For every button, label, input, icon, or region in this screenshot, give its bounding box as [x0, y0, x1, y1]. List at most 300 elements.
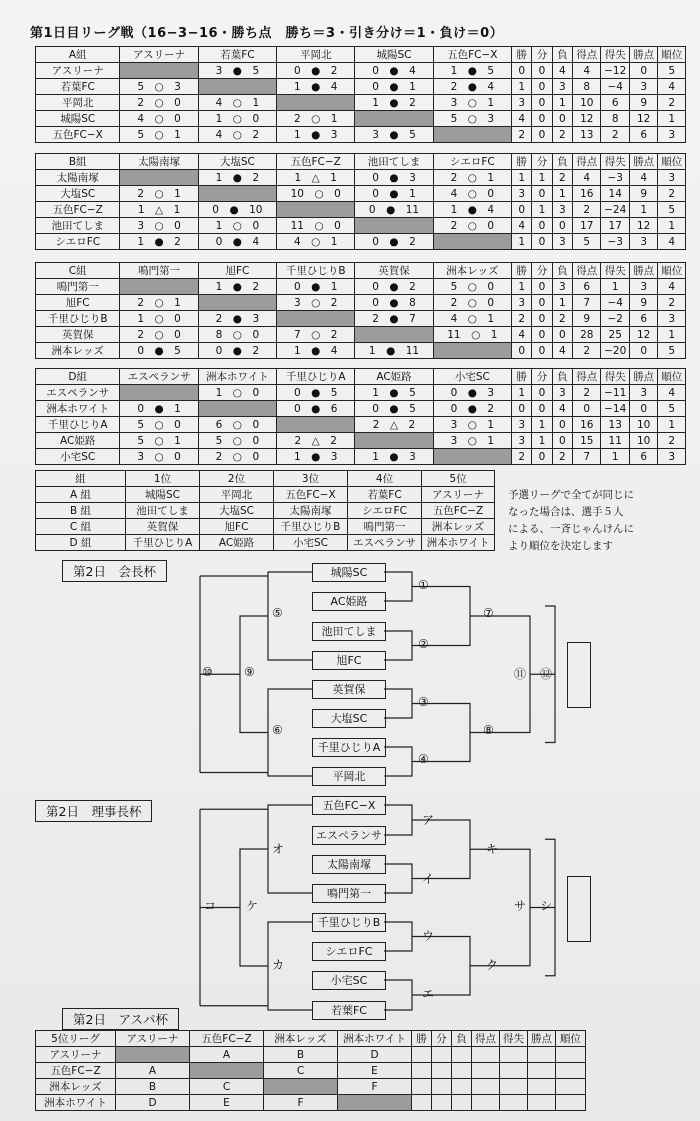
match-result: 2 ○ 1 [120, 186, 198, 202]
stat-header: 負 [452, 1031, 472, 1047]
team-name: 鳴門第一 [36, 279, 120, 295]
team-name: 洲本ホワイト [36, 401, 120, 417]
stat-value [528, 1063, 556, 1079]
bracket-line [412, 937, 470, 996]
stat-value: 9 [573, 311, 601, 327]
stat-value: 0 [532, 234, 552, 250]
stat-header: 勝点 [629, 154, 657, 170]
stat-value: 0 [532, 111, 552, 127]
table-row [36, 1063, 586, 1079]
stat-header: 順位 [658, 47, 686, 63]
match-result: 5 ○ 1 [120, 127, 198, 143]
round-mark: ① [418, 578, 429, 592]
team-header: 鳴門第一 [120, 263, 198, 279]
stat-value: 0 [532, 311, 552, 327]
stat-value [432, 1047, 452, 1063]
match-result: 4 ○ 1 [198, 95, 276, 111]
bracket-team: 千里ひじりB [312, 913, 386, 932]
team-header: 小宅SC [433, 369, 511, 385]
stat-value: 3 [552, 385, 572, 401]
team-name: 太陽南塚 [36, 170, 120, 186]
stat-value: 6 [601, 95, 629, 111]
stat-value: −20 [601, 343, 629, 359]
stat-value: 3 [658, 311, 686, 327]
team-name: シエロFC [36, 234, 120, 250]
stat-header: 勝 [511, 369, 531, 385]
stat-value: 0 [532, 127, 552, 143]
match-result: 0 ● 5 [120, 343, 198, 359]
stat-value [452, 1095, 472, 1111]
ranking-cell: 太陽南塚 [274, 503, 348, 519]
stat-value: 10 [573, 95, 601, 111]
team-name: AC姫路 [36, 433, 120, 449]
team-header: 英賀保 [355, 263, 433, 279]
stat-value: 1 [658, 218, 686, 234]
match-result: 1 ● 2 [198, 170, 276, 186]
round-mark: ⑦ [483, 606, 494, 620]
bracket-team: エスペランサ [312, 826, 386, 845]
stat-value: 9 [629, 95, 657, 111]
stat-header: 順位 [658, 263, 686, 279]
stat-value: 0 [552, 111, 572, 127]
stat-header: 勝 [412, 1031, 432, 1047]
ranking-cell: 小宅SC [274, 535, 348, 551]
page-title: 第1日目リーグ戦（16−3−16・勝ち点 勝ち＝3・引き分け＝1・負け＝0） [30, 26, 504, 41]
stat-value: 0 [552, 327, 572, 343]
stat-value: 15 [573, 433, 601, 449]
stat-value [472, 1047, 500, 1063]
stat-value: 0 [511, 401, 531, 417]
ranking-cell: A 組 [36, 487, 126, 503]
bracket-team: AC姫路 [312, 592, 386, 611]
stat-value: 16 [573, 186, 601, 202]
team-header: 千里ひじりB [277, 263, 355, 279]
stat-value: 4 [573, 170, 601, 186]
ranking-cell: 鳴門第一 [348, 519, 422, 535]
ranking-cell: D 組 [36, 535, 126, 551]
stat-value: 6 [573, 279, 601, 295]
team-header: 洲本レッズ [433, 263, 511, 279]
note-line: より順位を決定します [508, 540, 613, 552]
round-mark: ⑤ [272, 606, 283, 620]
stat-value: 0 [552, 417, 572, 433]
team-header: 洲本レッズ [264, 1031, 338, 1047]
stat-value: 0 [532, 327, 552, 343]
match-result: 0 ● 4 [355, 63, 433, 79]
ranking-cell: 千里ひじりB [274, 519, 348, 535]
stat-value: 0 [552, 218, 572, 234]
self-match-cell [264, 1079, 338, 1095]
match-slot: D [338, 1047, 412, 1063]
match-result: 2 ○ 1 [433, 170, 511, 186]
stat-header: 負 [552, 369, 572, 385]
team-name: 五色FC−X [36, 127, 120, 143]
bracket-team: 若葉FC [312, 1001, 386, 1020]
stat-value [556, 1047, 586, 1063]
match-result: 0 ● 2 [355, 279, 433, 295]
stat-value [528, 1095, 556, 1111]
stat-value: 0 [532, 401, 552, 417]
team-name: アスリーナ [36, 63, 120, 79]
stat-value: 12 [573, 111, 601, 127]
team-header: 池田てしま [355, 154, 433, 170]
bracket-team: 城陽SC [312, 563, 386, 582]
stat-header: 負 [552, 47, 572, 63]
stat-value: 0 [532, 79, 552, 95]
match-result: 0 ● 4 [198, 234, 276, 250]
stat-value: −12 [601, 63, 629, 79]
match-slot: F [264, 1095, 338, 1111]
stat-value: 0 [532, 295, 552, 311]
team-name: アスリーナ [36, 1047, 116, 1063]
stat-value: 1 [658, 417, 686, 433]
ranking-cell: アスリーナ [422, 487, 495, 503]
match-result: 5 ○ 3 [433, 111, 511, 127]
stat-value: 1 [552, 95, 572, 111]
match-result: 7 ○ 2 [277, 327, 355, 343]
stat-value [452, 1063, 472, 1079]
stat-value: 13 [573, 127, 601, 143]
stat-value: 1 [658, 111, 686, 127]
stat-value [500, 1079, 528, 1095]
stat-value: 3 [658, 170, 686, 186]
bracket-team: シエロFC [312, 942, 386, 961]
match-slot: C [190, 1079, 264, 1095]
ranking-header: 4位 [348, 471, 422, 487]
stat-header: 得点 [573, 263, 601, 279]
stat-header: 順位 [556, 1031, 586, 1047]
ranking-cell: 平岡北 [200, 487, 274, 503]
ranking-header: 組 [36, 471, 126, 487]
match-result: 1 △ 1 [120, 202, 198, 218]
stat-value: 2 [552, 449, 572, 465]
bracket-line [384, 747, 412, 776]
stat-value: 9 [629, 295, 657, 311]
table-row [36, 1095, 586, 1111]
stat-value: 1 [601, 449, 629, 465]
stat-header: 得失 [500, 1031, 528, 1047]
match-result: 1 ● 4 [433, 202, 511, 218]
bracket-line [384, 805, 412, 835]
team-name: 池田てしま [36, 218, 120, 234]
team-header: エスペランサ [120, 369, 198, 385]
round-mark: ⑨ [244, 665, 255, 679]
stat-value: 0 [511, 343, 531, 359]
match-result: 2 △ 2 [277, 433, 355, 449]
round-mark: コ [204, 899, 217, 913]
team-name: 五色FC−Z [36, 202, 120, 218]
group-label: D組 [36, 369, 120, 385]
stat-value: 3 [658, 127, 686, 143]
ranking-cell: 池田てしま [126, 503, 200, 519]
ranking-cell: B 組 [36, 503, 126, 519]
table-row [36, 1079, 586, 1095]
stat-value: 0 [532, 95, 552, 111]
match-result: 8 ○ 0 [198, 327, 276, 343]
match-result: 10 ○ 0 [277, 186, 355, 202]
note-line: 予選リーグで全てが同じに [508, 489, 634, 501]
match-result: 1 ○ 0 [120, 311, 198, 327]
stat-value: 2 [511, 127, 531, 143]
ranking-cell: C 組 [36, 519, 126, 535]
match-result: 3 ○ 0 [120, 218, 198, 234]
stat-header: 得失 [601, 154, 629, 170]
stat-header: 順位 [658, 369, 686, 385]
stat-value: −4 [601, 79, 629, 95]
stat-value: 1 [511, 234, 531, 250]
stat-value: 14 [601, 186, 629, 202]
stat-value: 5 [658, 401, 686, 417]
stat-header: 負 [552, 154, 572, 170]
match-result: 1 ● 2 [355, 95, 433, 111]
team-name: 洲本ホワイト [36, 1095, 116, 1111]
match-result: 0 ● 1 [277, 279, 355, 295]
stat-header: 勝 [511, 263, 531, 279]
bracket-team: 小宅SC [312, 971, 386, 990]
stat-value: −24 [601, 202, 629, 218]
stat-value: 2 [511, 449, 531, 465]
match-result: 1 ○ 0 [198, 111, 276, 127]
stat-value: 4 [573, 63, 601, 79]
bracket-team: 平岡北 [312, 767, 386, 786]
match-result: 0 ● 1 [355, 79, 433, 95]
stat-value: 4 [658, 279, 686, 295]
match-result: 2 ○ 0 [433, 295, 511, 311]
stat-value: 0 [573, 401, 601, 417]
match-result: 2 ● 3 [198, 311, 276, 327]
bracket-line [384, 922, 412, 951]
stat-value: 1 [511, 385, 531, 401]
round-mark: ④ [418, 752, 429, 766]
stat-value: 1 [532, 202, 552, 218]
match-slot: E [338, 1063, 412, 1079]
stat-value: 1 [658, 327, 686, 343]
ranking-cell: 千里ひじりA [126, 535, 200, 551]
stat-value: 2 [511, 311, 531, 327]
match-result: 11 ○ 1 [433, 327, 511, 343]
bracket-team: 鳴門第一 [312, 884, 386, 903]
stat-value: 3 [511, 95, 531, 111]
cup1-title: 第2日 会長杯 [62, 560, 167, 582]
team-name: 小宅SC [36, 449, 120, 465]
team-header: 大塩SC [198, 154, 276, 170]
stat-value: 0 [511, 202, 531, 218]
match-result: 4 ○ 0 [120, 111, 198, 127]
match-result: 1 ● 5 [433, 63, 511, 79]
stat-value: 11 [601, 433, 629, 449]
stat-value: −3 [601, 234, 629, 250]
stat-value: 13 [601, 417, 629, 433]
team-name: 若葉FC [36, 79, 120, 95]
round-mark: ⑫ [540, 667, 553, 681]
stat-header: 分 [432, 1031, 452, 1047]
ranking-cell: 英賀保 [126, 519, 200, 535]
match-result: 3 ○ 1 [433, 433, 511, 449]
stat-value: 4 [552, 343, 572, 359]
match-result: 0 ● 10 [198, 202, 276, 218]
fifth-league-table [35, 1030, 586, 1111]
stat-value: 0 [629, 401, 657, 417]
stat-value: 2 [658, 295, 686, 311]
team-name: 英賀保 [36, 327, 120, 343]
stat-value: 6 [629, 449, 657, 465]
stat-value: 7 [573, 449, 601, 465]
stat-value: 1 [511, 170, 531, 186]
team-name: 千里ひじりB [36, 311, 120, 327]
match-slot: E [190, 1095, 264, 1111]
stat-value: 3 [629, 79, 657, 95]
self-match-cell [190, 1063, 264, 1079]
stat-value: 4 [552, 401, 572, 417]
ranking-header: 1位 [126, 471, 200, 487]
cup2-title: 第2日 理事長杯 [35, 800, 152, 822]
stat-value: 0 [511, 63, 531, 79]
team-name: エスペランサ [36, 385, 120, 401]
stat-value: 17 [601, 218, 629, 234]
stat-value [452, 1047, 472, 1063]
match-result: 0 ● 8 [355, 295, 433, 311]
team-name: 洲本レッズ [36, 1079, 116, 1095]
stat-value: 1 [552, 186, 572, 202]
match-result: 0 ● 3 [433, 385, 511, 401]
group-label: A組 [36, 47, 120, 63]
stat-value: 1 [601, 279, 629, 295]
match-result: 1 ● 4 [277, 79, 355, 95]
stat-header: 勝 [511, 154, 531, 170]
stat-value: 25 [601, 327, 629, 343]
stat-value: 1 [532, 170, 552, 186]
stat-value: 6 [629, 311, 657, 327]
ranking-cell: AC姫路 [200, 535, 274, 551]
stat-value [528, 1047, 556, 1063]
team-header: 城陽SC [355, 47, 433, 63]
match-result: 2 △ 2 [355, 417, 433, 433]
cup3-title: 第2日 アスパ杯 [62, 1008, 179, 1030]
team-header: 平岡北 [277, 47, 355, 63]
stat-value: 0 [552, 433, 572, 449]
stat-value: 1 [552, 295, 572, 311]
stat-value [500, 1063, 528, 1079]
ranking-cell: 五色FC−Z [422, 503, 495, 519]
match-result: 2 ○ 1 [120, 295, 198, 311]
stat-value: 9 [629, 186, 657, 202]
stat-value: 1 [532, 417, 552, 433]
match-result: 2 ○ 0 [120, 95, 198, 111]
team-header: 五色FC−Z [277, 154, 355, 170]
match-result: 0 ● 3 [355, 170, 433, 186]
match-result: 4 ○ 1 [277, 234, 355, 250]
match-result: 4 ○ 2 [198, 127, 276, 143]
stat-value [472, 1095, 500, 1111]
bracket-line [384, 572, 412, 601]
match-slot: A [190, 1047, 264, 1063]
bracket-team: 千里ひじりA [312, 738, 386, 757]
match-result: 1 ○ 0 [198, 218, 276, 234]
stat-value: 4 [511, 327, 531, 343]
bracket-team: 英賀保 [312, 680, 386, 699]
match-result: 1 ● 3 [277, 127, 355, 143]
stat-value: 2 [573, 385, 601, 401]
match-result: 0 ● 5 [277, 385, 355, 401]
match-result: 2 ● 4 [433, 79, 511, 95]
match-slot: A [116, 1063, 190, 1079]
stat-value: 3 [511, 295, 531, 311]
team-header: シエロFC [433, 154, 511, 170]
match-result: 1 ● 5 [355, 385, 433, 401]
match-result: 1 ● 3 [277, 449, 355, 465]
stat-value: 7 [573, 295, 601, 311]
stat-header: 勝点 [528, 1031, 556, 1047]
team-name: 城陽SC [36, 111, 120, 127]
round-mark: ③ [418, 695, 429, 709]
stat-value: 0 [532, 279, 552, 295]
stat-value [452, 1079, 472, 1095]
bracket-line [384, 980, 412, 1010]
ranking-cell: エスペランサ [348, 535, 422, 551]
stat-header: 得失 [601, 47, 629, 63]
round-mark: カ [272, 958, 285, 972]
ranking-cell: 大塩SC [200, 503, 274, 519]
stat-value: 3 [511, 433, 531, 449]
match-result: 2 ○ 0 [198, 449, 276, 465]
stat-value: 4 [658, 234, 686, 250]
stat-value: 4 [511, 111, 531, 127]
stat-value: 3 [629, 279, 657, 295]
team-header: アスリーナ [116, 1031, 190, 1047]
stat-value: 2 [658, 186, 686, 202]
match-result: 5 ○ 0 [198, 433, 276, 449]
match-result: 1 ● 2 [120, 234, 198, 250]
bracket-team: 太陽南塚 [312, 855, 386, 874]
stat-value: 2 [573, 202, 601, 218]
stat-header: 分 [532, 154, 552, 170]
match-result: 5 ○ 0 [433, 279, 511, 295]
stat-value [500, 1095, 528, 1111]
stat-value: 5 [658, 202, 686, 218]
match-result: 1 ● 3 [355, 449, 433, 465]
bracket-line [384, 864, 412, 893]
stat-value: 0 [629, 343, 657, 359]
round-mark: ⑧ [483, 723, 494, 737]
match-slot: F [338, 1079, 412, 1095]
team-name: 旭FC [36, 295, 120, 311]
round-mark: ⑩ [202, 665, 213, 679]
round-mark: ⑥ [272, 723, 283, 737]
ranking-cell: 若葉FC [348, 487, 422, 503]
stat-value: −4 [601, 295, 629, 311]
stat-value: 4 [658, 79, 686, 95]
stat-value [528, 1079, 556, 1095]
team-header: AC姫路 [355, 369, 433, 385]
stat-value: 2 [658, 95, 686, 111]
match-result: 0 ● 1 [120, 401, 198, 417]
stat-value: 3 [511, 186, 531, 202]
stat-value [412, 1047, 432, 1063]
match-result: 0 ● 2 [277, 63, 355, 79]
stat-value: 10 [629, 433, 657, 449]
table-row [36, 1047, 586, 1063]
stat-value: 17 [573, 218, 601, 234]
match-result: 3 ○ 1 [433, 417, 511, 433]
stat-value [472, 1063, 500, 1079]
stat-value: 3 [552, 234, 572, 250]
stat-value [556, 1079, 586, 1095]
round-mark: エ [422, 987, 435, 1001]
stat-header: 勝 [511, 47, 531, 63]
stat-header: 分 [532, 263, 552, 279]
match-result: 4 ○ 0 [433, 186, 511, 202]
stat-header: 得点 [573, 369, 601, 385]
